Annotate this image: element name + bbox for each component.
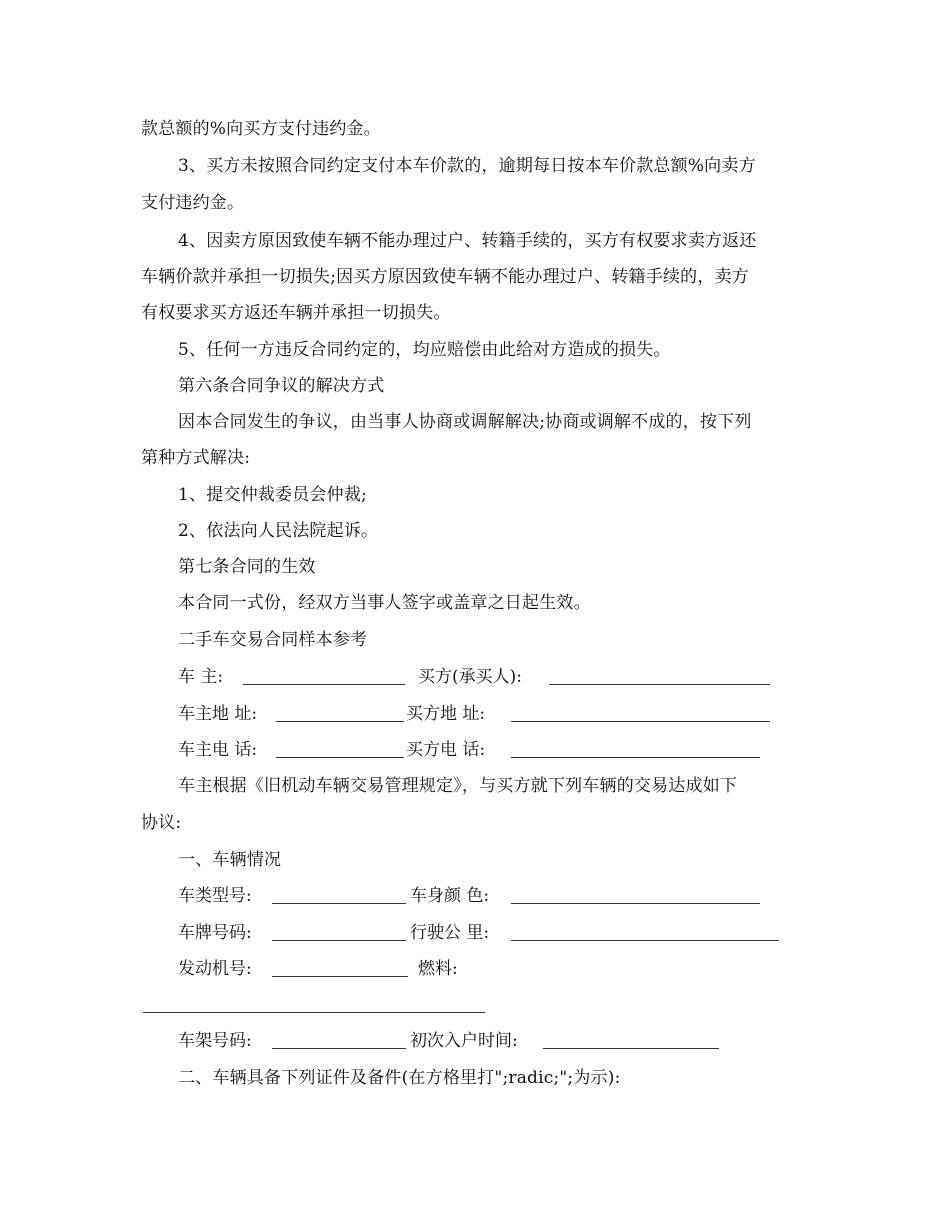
list-item: 2、依法向人民法院起诉。 — [178, 521, 379, 541]
buyer-blank[interactable] — [549, 684, 770, 685]
paragraph-line: 款总额的%向买方支付违约金。 — [141, 119, 381, 139]
owner-phone-label: 车主电 话: — [178, 740, 258, 760]
paragraph-line: 协议: — [141, 813, 182, 833]
paragraph-line: 3、买方未按照合同约定支付本车价款的，逾期每日按本车价款总额%向卖方 — [178, 156, 756, 176]
register-blank[interactable] — [543, 1048, 719, 1049]
owner-blank[interactable] — [243, 684, 405, 685]
model-label: 车类型号: — [178, 886, 252, 906]
section-heading: 一、车辆情况 — [178, 850, 282, 870]
paragraph-line: 有权要求买方返还车辆并承担一切损失。 — [141, 303, 451, 323]
section-heading: 二、车辆具备下列证件及备件(在方格里打";radic;";为示): — [178, 1068, 621, 1088]
buyer-phone-label: 买方电 话: — [406, 740, 486, 760]
article-heading: 第六条合同争议的解决方式 — [178, 376, 385, 396]
fuel-blank[interactable] — [143, 1012, 485, 1013]
paragraph-line: 4、因卖方原因致使车辆不能办理过户、转籍手续的，买方有权要求卖方返还 — [178, 231, 757, 251]
owner-label: 车 主: — [178, 667, 224, 687]
mileage-label: 行驶公 里: — [410, 923, 490, 943]
paragraph-line: 车主根据《旧机动车辆交易管理规定》，与买方就下列车辆的交易达成如下 — [178, 776, 738, 796]
color-label: 车身颜 色: — [410, 886, 490, 906]
paragraph-line: 5、任何一方违反合同约定的，均应赔偿由此给对方造成的损失。 — [178, 340, 671, 360]
fuel-label: 燃料: — [418, 959, 458, 979]
engine-label: 发动机号: — [178, 959, 252, 979]
register-label: 初次入户时间: — [410, 1031, 518, 1051]
article-heading: 第七条合同的生效 — [178, 557, 316, 577]
color-blank[interactable] — [511, 903, 760, 904]
buyer-address-blank[interactable] — [511, 721, 770, 722]
mileage-blank[interactable] — [511, 940, 779, 941]
section-heading: 二手车交易合同样本参考 — [178, 630, 368, 650]
model-blank[interactable] — [272, 903, 406, 904]
owner-address-blank[interactable] — [276, 721, 404, 722]
buyer-phone-blank[interactable] — [511, 757, 760, 758]
engine-blank[interactable] — [272, 976, 408, 977]
owner-address-label: 车主地 址: — [178, 704, 258, 724]
paragraph-line: 因本合同发生的争议，由当事人协商或调解解决;协商或调解不成的，按下列 — [178, 412, 752, 432]
paragraph-line: 第种方式解决: — [141, 448, 251, 468]
paragraph-line: 车辆价款并承担一切损失;因买方原因致使车辆不能办理过户、转籍手续的，卖方 — [141, 267, 749, 287]
owner-phone-blank[interactable] — [276, 757, 404, 758]
buyer-label: 买方(承买人): — [418, 667, 522, 687]
list-item: 1、提交仲裁委员会仲裁; — [178, 485, 367, 505]
buyer-address-label: 买方地 址: — [406, 704, 486, 724]
frame-label: 车架号码: — [178, 1031, 252, 1051]
plate-blank[interactable] — [272, 940, 406, 941]
paragraph-line: 支付违约金。 — [141, 193, 245, 213]
frame-blank[interactable] — [272, 1048, 406, 1049]
plate-label: 车牌号码: — [178, 923, 252, 943]
paragraph-line: 本合同一式份，经双方当事人签字或盖章之日起生效。 — [178, 593, 591, 613]
